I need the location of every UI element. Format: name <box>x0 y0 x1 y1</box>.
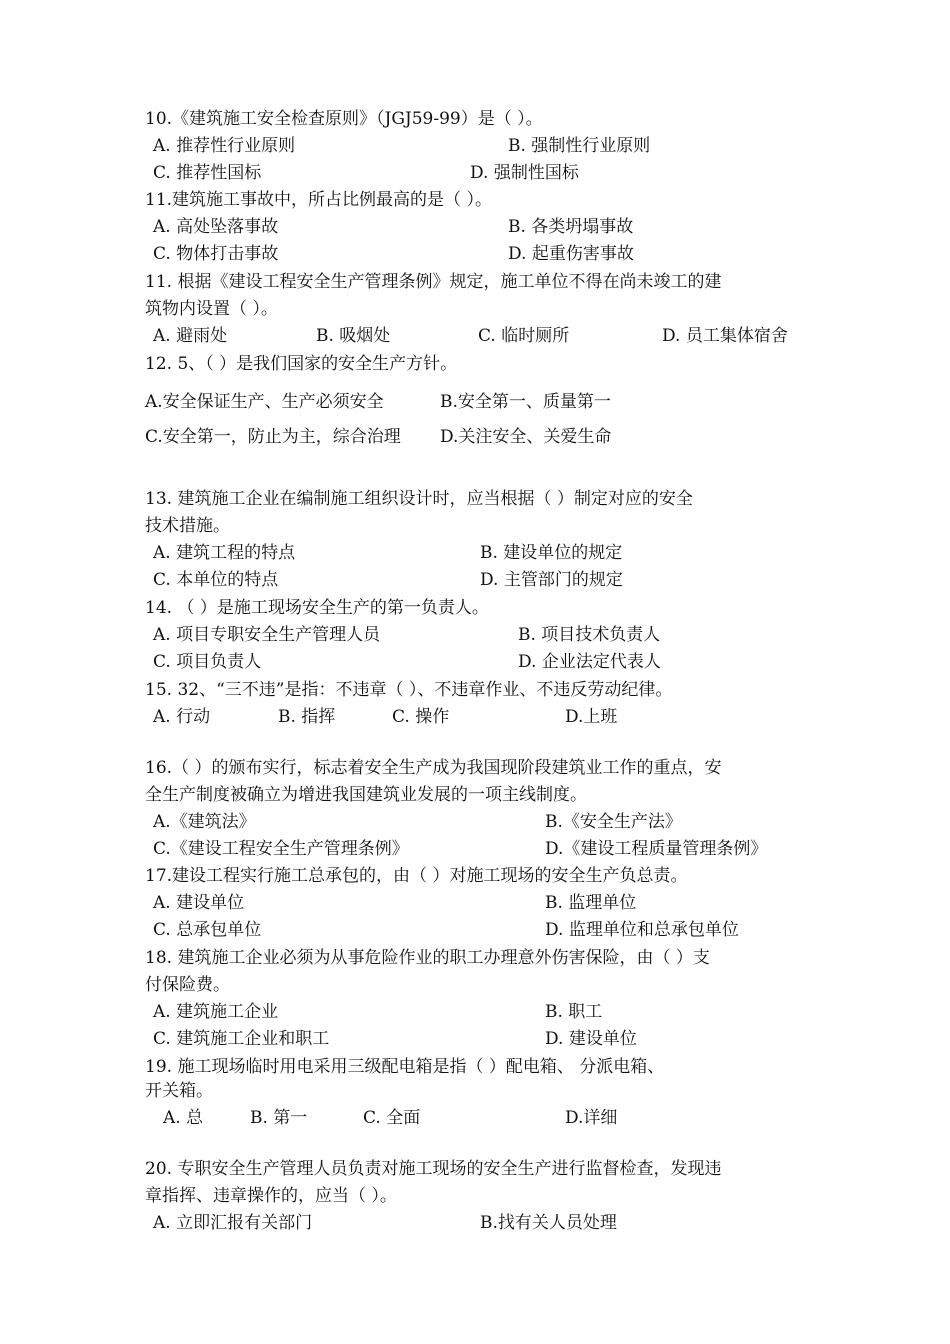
q12-option-c: C.安全第一，防止为主，综合治理 <box>145 427 401 447</box>
q19-stem-line2: 开关箱。 <box>145 1081 213 1101</box>
q15-stem: 15. 32、“三不违”是指：不违章（ ）、不违章作业、不违反劳动纪律。 <box>145 680 673 700</box>
q11a-option-c: C. 物体打击事故 <box>153 244 279 264</box>
q10-stem: 10.《建筑施工安全检查原则》（JGJ59-99）是（ ）。 <box>145 109 543 129</box>
q16-option-c: C.《建设工程安全生产管理条例》 <box>153 839 409 859</box>
q16-option-a: A.《建筑法》 <box>153 812 256 832</box>
q10-option-a: A. 推荐性行业原则 <box>153 136 296 156</box>
q16-option-b: B.《安全生产法》 <box>545 812 682 832</box>
q13-option-b: B. 建设单位的规定 <box>480 543 623 563</box>
q13-option-a: A. 建筑工程的特点 <box>153 543 296 563</box>
q20-option-b: B.找有关人员处理 <box>480 1213 617 1233</box>
q19-option-b: B. 第一 <box>250 1108 308 1128</box>
q11b-option-b: B. 吸烟处 <box>316 326 391 346</box>
q18-option-d: D. 建设单位 <box>545 1029 637 1049</box>
q15-option-d: D.上班 <box>565 707 618 727</box>
q12-stem: 12. 5、（ ）是我们国家的安全生产方针。 <box>145 354 458 374</box>
q15-option-a: A. 行动 <box>153 707 211 727</box>
q10-option-d: D. 强制性国标 <box>470 163 579 183</box>
q17-option-c: C. 总承包单位 <box>153 920 262 940</box>
q18-option-a: A. 建筑施工企业 <box>153 1002 279 1022</box>
q11b-option-d: D. 员工集体宿舍 <box>662 326 788 346</box>
q11b-option-c: C. 临时厕所 <box>478 326 570 346</box>
q17-option-a: A. 建设单位 <box>153 893 245 913</box>
q16-option-d: D.《建设工程质量管理条例》 <box>545 839 768 859</box>
q10-option-b: B. 强制性行业原则 <box>508 136 651 156</box>
q14-option-a: A. 项目专职安全生产管理人员 <box>153 625 381 645</box>
q14-stem: 14. （ ）是施工现场安全生产的第一负责人。 <box>145 598 489 618</box>
q19-stem-line1: 19. 施工现场临时用电采用三级配电箱是指（ ）配电箱、 分派电箱、 <box>145 1057 665 1077</box>
q18-option-c: C. 建筑施工企业和职工 <box>153 1029 330 1049</box>
q20-stem-line1: 20. 专职安全生产管理人员负责对施工现场的安全生产进行监督检查，发现违 <box>145 1159 722 1179</box>
q11a-option-b: B. 各类坍塌事故 <box>508 217 634 237</box>
q13-option-d: D. 主管部门的规定 <box>480 570 623 590</box>
q17-option-b: B. 监理单位 <box>545 893 637 913</box>
q11b-option-a: A. 避雨处 <box>153 326 228 346</box>
q14-option-c: C. 项目负责人 <box>153 652 262 672</box>
q11a-option-a: A. 高处坠落事故 <box>153 217 279 237</box>
q17-option-d: D. 监理单位和总承包单位 <box>545 920 739 940</box>
q12-option-d: D.关注安全、关爱生命 <box>440 427 612 447</box>
q11a-option-d: D. 起重伤害事故 <box>508 244 634 264</box>
q12-option-a: A.安全保证生产、生产必须安全 <box>145 392 384 412</box>
q18-stem-line2: 付保险费。 <box>145 975 230 995</box>
q19-option-c: C. 全面 <box>363 1108 421 1128</box>
q15-option-c: C. 操作 <box>392 707 450 727</box>
q16-stem-line2: 全生产制度被确立为增进我国建筑业发展的一项主线制度。 <box>145 785 587 805</box>
q13-option-c: C. 本单位的特点 <box>153 570 279 590</box>
q14-option-b: B. 项目技术负责人 <box>518 625 661 645</box>
q14-option-d: D. 企业法定代表人 <box>518 652 661 672</box>
q11b-stem-line1: 11. 根据《建设工程安全生产管理条例》规定，施工单位不得在尚未竣工的建 <box>145 272 722 292</box>
q18-stem-line1: 18. 建筑施工企业必须为从事危险作业的职工办理意外伤害保险，由（ ）支 <box>145 948 710 968</box>
q19-option-d: D.详细 <box>565 1108 618 1128</box>
q20-option-a: A. 立即汇报有关部门 <box>153 1213 313 1233</box>
q11b-stem-line2: 筑物内设置（ ）。 <box>145 299 278 319</box>
q17-stem: 17.建设工程实行施工总承包的，由（ ）对施工现场的安全生产负总责。 <box>145 866 688 886</box>
q16-stem-line1: 16.（ ）的颁布实行，标志着安全生产成为我国现阶段建筑业工作的重点，安 <box>145 758 722 778</box>
q13-stem-line1: 13. 建筑施工企业在编制施工组织设计时，应当根据（ ）制定对应的安全 <box>145 489 693 509</box>
q12-option-b: B.安全第一、质量第一 <box>440 392 611 412</box>
q15-option-b: B. 指挥 <box>278 707 336 727</box>
q20-stem-line2: 章指挥、违章操作的，应当（ ）。 <box>145 1186 397 1206</box>
q18-option-b: B. 职工 <box>545 1002 603 1022</box>
q11a-stem: 11.建筑施工事故中，所占比例最高的是（ ）。 <box>145 190 492 210</box>
q19-option-a: A. 总 <box>163 1108 204 1128</box>
q13-stem-line2: 技术措施。 <box>145 516 230 536</box>
q10-option-c: C. 推荐性国标 <box>153 163 262 183</box>
